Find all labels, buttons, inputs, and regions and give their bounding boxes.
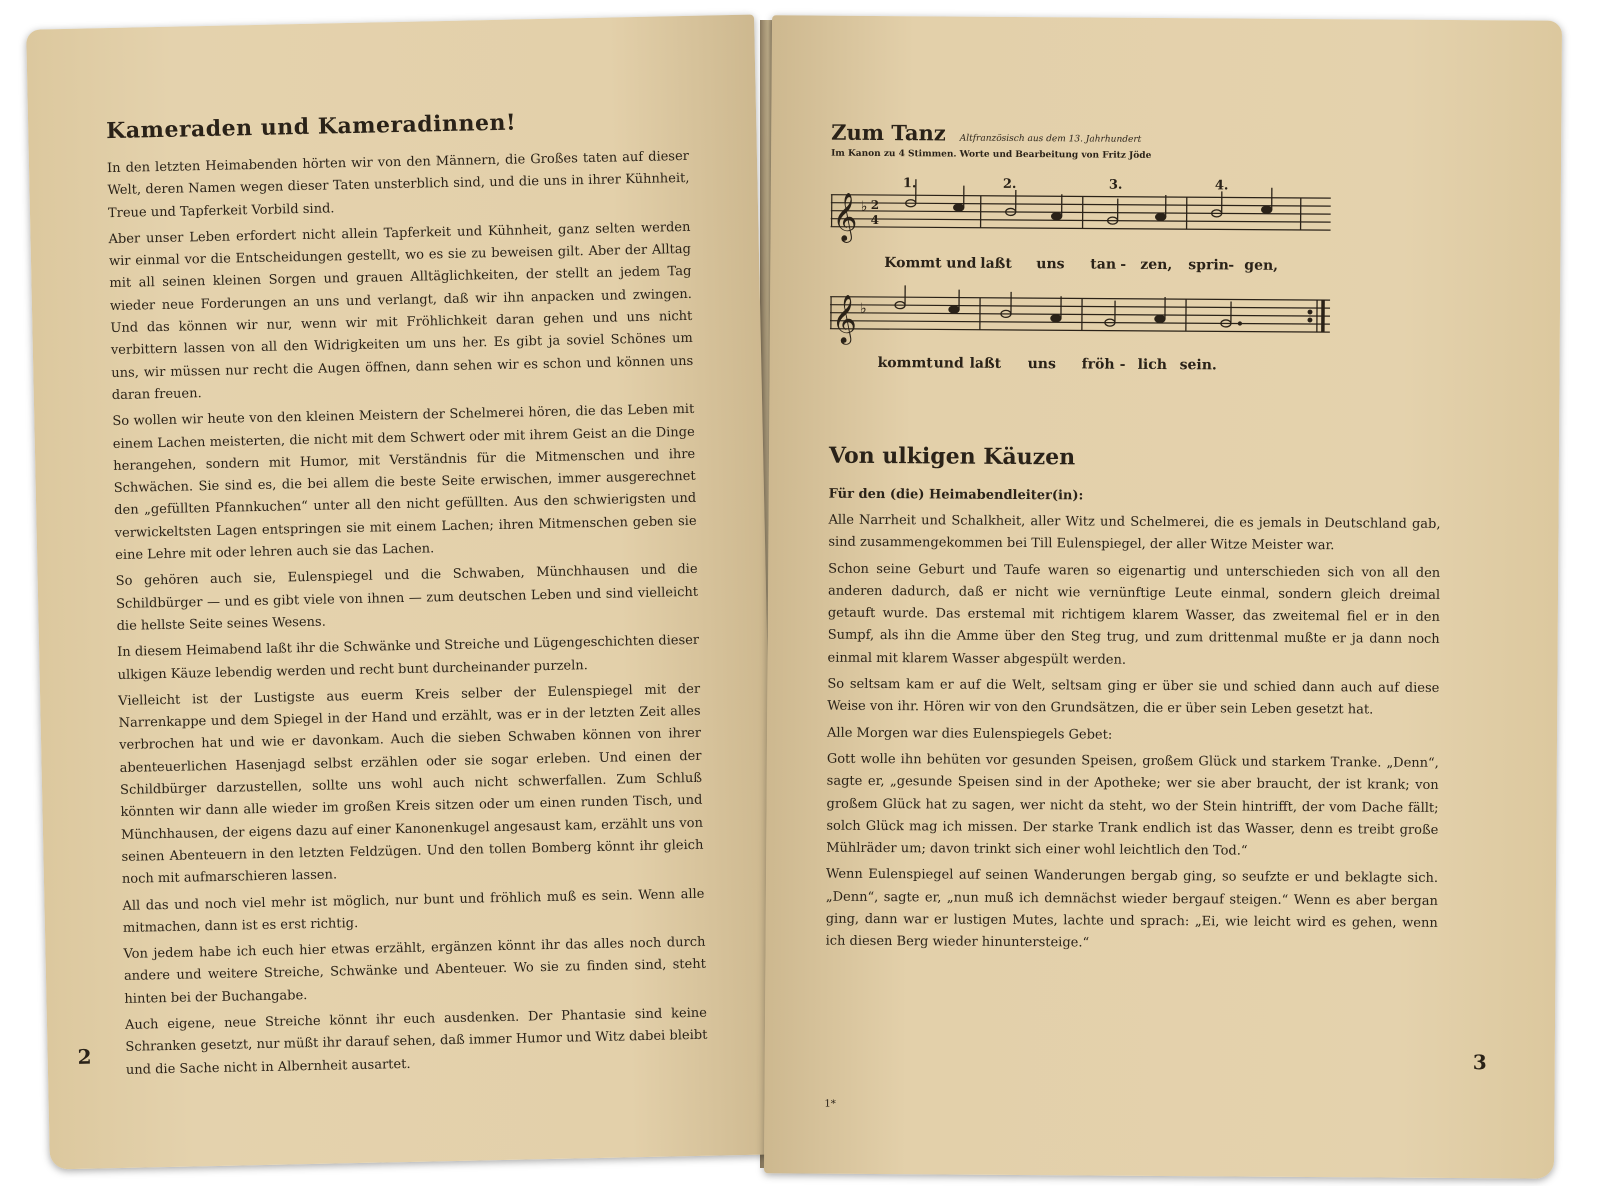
time-signature-top: 2: [870, 197, 880, 213]
lyric-syllable: -: [1119, 356, 1126, 373]
lyric-syllable: gen,: [1244, 257, 1279, 274]
music-staff-2: [830, 285, 1334, 353]
staff-2-svg: [830, 285, 1334, 349]
flat-sign-icon: ♭: [859, 300, 867, 317]
lyric-syllable: kommt: [877, 355, 933, 372]
left-paragraph: Von jedem habe ich euch hier etwas erzählt, ergänzen könnt ihr das alles noch durch andere und weitere Streiche, Schwänke und Abenteuer. Wo sie zu finden sind, steht hinten bei der Buchangabe.: [123, 934, 707, 1007]
left-paragraph: So gehören auch sie, Eulenspiegel und die Schwaben, Münchhausen und die Schildbürger — und es gibt viele von ihnen — zum deutschen Leben und sind vielleicht die hellste Seite seines Wesens.: [115, 562, 699, 634]
right-page: [764, 15, 1562, 1178]
staff-1-svg: [830, 173, 1334, 249]
right-paragraph: Alle Morgen war dies Eulenspiegels Gebet:: [826, 725, 1113, 743]
treble-clef-icon: 𝄞: [832, 191, 858, 241]
canon-mark-4: 4.: [1214, 178, 1229, 194]
right-page-number: 3: [1472, 1050, 1487, 1075]
left-paragraph: Auch eigene, neue Streiche könnt ihr euch ausdenken. Der Phantasie sind keine Schranken gesetzt, nur müßt ihr darauf sehen, daß immer Humor und Witz dabei bleibt und die Sache nicht in Albernheit ausartet.: [124, 1005, 708, 1078]
left-page-number: 2: [77, 1044, 92, 1069]
right-paragraph: Gott wolle ihn behüten vor gesunden Speisen, großem Glück und starkem Tranke. „Denn“, sagte er, „gesunde Speisen sind in der Apotheke; wer sie aber braucht, der ist krank; von großem Glück hat zu sagen, wer nicht da steht, wo der Stein hintrifft, der vom Dache fällt; solch Glück mag ich missen. Der starke Trank endlich ist das Wasser, denn es treibt große Mühlräder um; davon trinkt sich einer wohl leichtlich den Tod.“: [826, 751, 1439, 859]
song-title: Zum Tanz: [831, 119, 946, 146]
right-page-content: [825, 120, 1443, 962]
staff-2-notes: [895, 285, 1323, 332]
canon-mark-3: 3.: [1108, 177, 1123, 193]
right-paragraph: Alle Narrheit und Schalkheit, aller Witz und Schelmerei, die es jemals in Deutschland gab, sind zusammengekommen bei Till Eulenspiegel, der aller Witze Meister war.: [828, 512, 1441, 554]
lyric-syllable: lich: [1137, 356, 1168, 374]
printer-signature: 1*: [824, 1098, 836, 1110]
left-paragraph: So wollen wir heute von den kleinen Meistern der Schelmerei hören, die das Leben mit einem Lachen meisterten, die nicht mit dem Schwert oder mit ihrem Geist an die Dinge herangehen, sondern mit Humor, mit Verständnis für die Mitmenschen und ihre Schwächen. Sie sind es, die bei allem die beste Seite erwischen, immer ausgerechnet den „gefüllten Pfannkuchen“ unter all den nicht gefüllten. Aus den schwierigsten und verwickeltsten Lagen entspringen sie mit einem Lachen; ihren Mitmenschen geben sie eine Lehre mit oder lehren auch sie das Lachen.: [112, 402, 697, 564]
music-staff-1: [830, 173, 1335, 253]
lyrics-line-1: [830, 255, 1442, 275]
lyrics-line-2: [830, 355, 1442, 375]
lyric-syllable: sprin: [1188, 257, 1229, 274]
song-origin: Altfranzösisch aus dem 13. Jahrhundert: [959, 133, 1142, 145]
lyric-syllable: uns: [1027, 356, 1056, 373]
canon-mark-2: 2.: [1002, 176, 1017, 192]
lyric-syllable: -: [1228, 257, 1235, 274]
right-paragraph: So seltsam kam er auf die Welt, seltsam ging er über sie und schied dann auch auf diese Weise von ihr. Hören wir von den Grundsätzen, die er über sein Leben gesetzt hat.: [827, 676, 1440, 718]
time-signature-bottom: 4: [870, 212, 880, 228]
left-page: [26, 15, 778, 1170]
left-paragraph: In den letzten Heimabenden hörten wir von den Männern, die Großes taten auf dieser Welt, deren Namen wegen dieser Taten unsterblich sind, und die uns in ihrer Kühnheit, Treue und Tapferkeit Vorbild sind.: [106, 148, 690, 221]
lyric-syllable: -: [1120, 256, 1127, 273]
lyric-syllable: und: [946, 255, 977, 272]
section-subhead: Für den (die) Heimabendleiter(in):: [828, 486, 1084, 504]
right-paragraph: Wenn Eulenspiegel auf seinen Wanderungen bergab ging, so seufzte er und beklagte sich. „Denn“, sagte er, „nun muß ich demnächst wieder bergauf steigen.“ Wenn es aber bergan ging, dann war er lustigen Mutes, lachte und sprach: „Ei, wie leicht wird es gehen, wenn ich diesen Berg wieder hinuntersteige.“: [825, 867, 1439, 951]
section-title: Von ulkigen Käuzen: [828, 442, 1076, 471]
lyric-syllable: tan: [1090, 256, 1117, 273]
lyric-syllable: und: [933, 355, 964, 372]
flat-sign-icon: ♭: [860, 198, 868, 215]
left-paragraph: In diesem Heimabend laßt ihr die Schwänke und Streiche und Lügengeschichten dieser ulkigen Käuze lebendig werden und recht bunt durcheinander purzeln.: [117, 633, 700, 683]
lyric-syllable: laßt: [969, 355, 1002, 372]
lyric-syllable: uns: [1036, 256, 1065, 273]
canon-mark-1: 1.: [902, 176, 917, 192]
left-paragraph: All das und noch viel mehr ist möglich, nur bunt und fröhlich muß es sein. Wenn alle mitmachen, dann ist es erst richtig.: [122, 886, 705, 936]
lyric-syllable: zen,: [1140, 256, 1173, 274]
left-paragraph: Aber unser Leben erfordert nicht allein Tapferkeit und Kühnheit, ganz selten werden wir einmal vor die Entscheidungen gestellt, wo es sie zu beweisen gilt. Aber der Alltag mit all seinen kleinen Sorgen und grauen Alltäglichkeiten, der stellt an jedem Tag wieder neue Forderungen an uns und verlangt, daß wir ihn anpacken und zwingen. Und das können wir nur, wenn wir mit Fröhlichkeit daran gehen und uns nicht verbittern lassen von all den Widrigkeiten um uns her. Es gibt ja soviel Schönes um uns, wir müssen nur recht die Augen öffnen, dann sehen wir es schon und können uns daran freuen.: [108, 219, 694, 404]
lyric-syllable: sein.: [1179, 357, 1217, 374]
song-header: [831, 120, 1443, 149]
treble-clef-icon: 𝄞: [831, 293, 857, 343]
left-paragraph: Vielleicht ist der Lustigste aus euerm Kreis selber der Eulenspiegel mit der Narrenkappe und dem Spiegel in der Hand und erzählt, was er in der letzten Zeit alles verbrochen hat und wie er davonkam. Auch die sieben Schwaben können von ihrer abenteuerlichen Hasenjagd selbst erzählen oder sie sogar erleben. Und einen der Schildbürger darzustellen, sollte uns wohl auch nicht schwerfallen. Zum Schluß könnten wir dann alle wieder im großen Kreis sitzen oder um einen runden Tisch, und Münchhausen, der eigens dazu auf einer Kanonenkugel angesaust kam, erzählt uns von seinen Abenteuern in den letzten Feldzügen. Und den tollen Bomberg könnt ihr gleich noch mit aufmarschieren lassen.: [118, 681, 704, 888]
left-page-content: [106, 106, 708, 1086]
song-info: Im Kanon zu 4 Stimmen. Worte und Bearbeitung von Fritz Jöde: [831, 148, 1152, 161]
lyric-syllable: fröh: [1081, 356, 1115, 373]
lyric-syllable: laßt: [980, 255, 1012, 272]
left-page-title: Kameraden und Kameradinnen!: [106, 109, 517, 145]
lyric-syllable: Kommt: [884, 255, 942, 272]
right-paragraph: Schon seine Geburt und Taufe waren so eigenartig und unterschieden sich von all den anderen dadurch, daß er nicht wie vernünftige Leute einmal, sondern gleich dreimal getauft wurde. Das erstemal mit richtigem klarem Wasser, das zweitemal fiel er in den Sumpf, als ihn die Amme über den Steg trug, und zum drittenmal mußte er ja dann noch einmal mit klarem Wasser abgespült werden.: [827, 561, 1441, 668]
